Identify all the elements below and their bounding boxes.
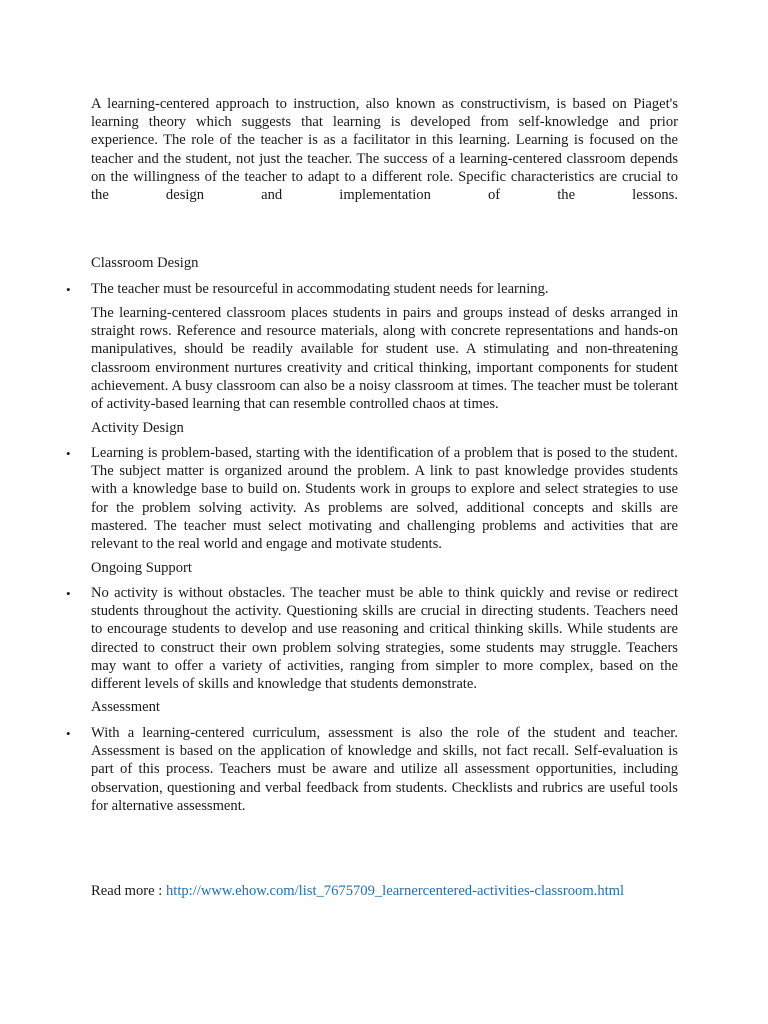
heading-activity-design: Activity Design (91, 420, 184, 436)
assessment-bullet-text: With a learning-centered curriculum, assessment is also the role of the student and teacher. Assessment is based on the application of knowledge and skills, not fact recall. Self-evaluation is part of this process. Teachers must be aware and utilize all assessment opportunities, including observation, questioning and verbal feedback from students. Checklists and rubrics are useful tools for alternative assessment. (91, 725, 678, 814)
heading-classroom-design: Classroom Design (91, 255, 199, 271)
read-more-link[interactable]: http://www.ehow.com/list_7675709_learnercentered-activities-classroom.html (165, 883, 625, 899)
bullet-marker: • (66, 726, 71, 741)
classroom-design-bullet-text: The teacher must be resourceful in accommodating student needs for learning. (91, 281, 549, 297)
classroom-design-paragraph: The learning-centered classroom places students in pairs and groups instead of desks arranged in straight rows. Reference and resource materials, along with concrete representations and hands-on manipulatives, should be readily available for student use. A stimulating and non-threatening classroom environment nurtures creativity and critical thinking, important components for student achievement. A busy classroom can also be a noisy classroom at times. The teacher must be tolerant of activity-based learning that can resemble controlled chaos at times. (91, 305, 678, 413)
intro-paragraph: A learning-centered approach to instruction, also known as constructivism, is based on Piaget's learning theory which suggests that learning is developed from self-knowledge and prior experience. The role of the teacher is as a facilitator in this learning. Learning is focused on the teacher and the student, not just the teacher. The success of a learning-centered classroom depends on the willingness of the teacher to adapt to a different role. Specific characteristics are crucial to the design and implementation of the lessons. (91, 96, 678, 204)
read-more-label: Read more : (91, 883, 166, 899)
heading-assessment: Assessment (91, 699, 160, 715)
bullet-marker: • (66, 282, 71, 297)
activity-design-bullet-text: Learning is problem-based, starting with the identification of a problem that is posed to the student. The subject matter is organized around the problem. A link to past knowledge provides students with a knowledge base to build on. Students work in groups to explore and select strategies to use for the problem solving activity. As problems are solved, additional concepts and skills are mastered. The teacher must select motivating and challenging problems and activities that are relevant to the real world and engage and motivate students. (91, 445, 678, 553)
bullet-marker: • (66, 586, 71, 601)
bullet-marker: • (66, 446, 71, 461)
heading-ongoing-support: Ongoing Support (91, 560, 192, 576)
ongoing-support-bullet-text: No activity is without obstacles. The teacher must be able to think quickly and revise or redirect students throughout the activity. Questioning skills are crucial in directing students. Teachers need to encourage students to develop and use reasoning and critical thinking skills. While students are directed to construct their own problem solving strategies, some students may struggle. Teachers may want to offer a variety of activities, ranging from simpler to more complex, based on the different levels of skills and knowledge that students demonstrate. (91, 585, 678, 693)
read-more-line (91, 882, 624, 900)
